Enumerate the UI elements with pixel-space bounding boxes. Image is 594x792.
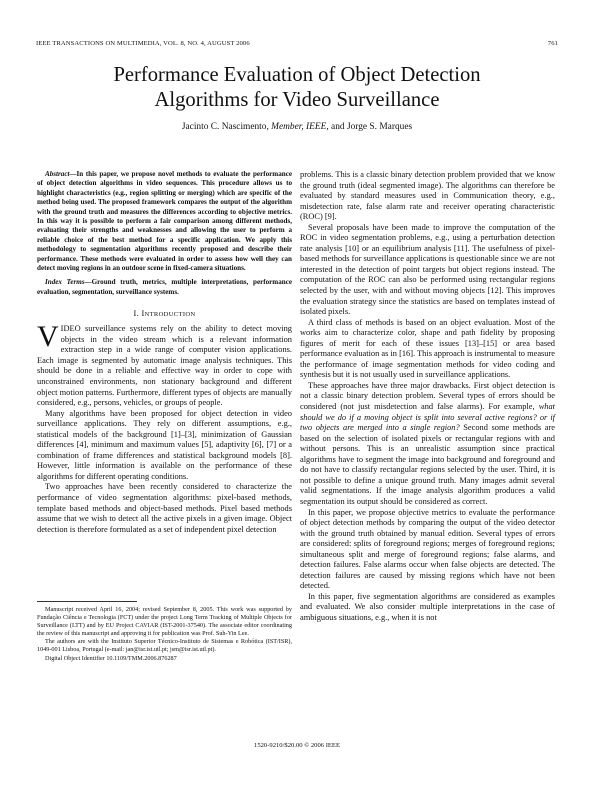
- abstract-label: Abstract—: [45, 170, 77, 178]
- footnote-doi: Digital Object Identifier 10.1109/TMM.2006.876287: [45, 654, 177, 662]
- intro-paragraph-2: Many algorithms have been proposed for object detection in video surveillance applications. They rely on different assumptions, e.g., statistical models of the background [1]–[3], minimization of Gaussian differences [4], minimum and maximum values [5], adaptivity [6], [7] or a combination of frame differences and statistical background models [8]. However, little information is available on the performance of these algorithms for different operating conditions.: [37, 408, 292, 481]
- author-line: [36, 122, 558, 132]
- author-1-role: Member, IEEE,: [271, 122, 329, 132]
- body-paragraph-3: A third class of methods is based on an object evaluation. Most of the works aim to characterize color, shape and path fidelity by proposing figures of merit for each of these issues [13]–[15] or area based performance evaluation as in [16]. This approach is instrumental to measure the performance of image segmentation methods for video coding and synthesis but it is not usually used in surveillance applications.: [300, 317, 555, 380]
- intro-paragraph-1-text: IDEO surveillance systems rely on the ability to detect moving objects in the video stream which is a relevant information extraction step in a wide range of computer vision applications. Each image is segmented by automatic image analysis techniques. This should be done in a reliable and effective way in order to cope with unconstrained environments, non stationary background and different object motion patterns. Furthermore, different types of objects are manually considered, e.g., persons, vehicles, or groups of people.: [37, 324, 292, 408]
- title-line-2: Algorithms for Video Surveillance: [154, 89, 440, 111]
- body-paragraph-2: Several proposals have been made to improve the computation of the ROC in video segmentation problems, e.g., using a perturbation detection rate analysis [10] or an equilibrium analysis [11]. The usefulness of pixel-based methods for surveillance applications is questionable since we are not interested in the detection of point targets but object regions instead. The computation of the ROC can also be performed using rectangular regions selected by the user, with and without moving objects [12]. This improves the evaluation strategy since the statistics are based on templates instead of isolated pixels.: [300, 222, 555, 317]
- section-first-letter: I: [141, 309, 145, 319]
- body-paragraph-1: problems. This is a classic binary detection problem provided that we know the ground truth (ideal segmented image). The algorithms can therefore be evaluated by standard measures used in Communication theory, e.g., misdetection rate, false alarm rate and receiver operating characteristic (ROC) [9].: [300, 170, 555, 222]
- footnote-manuscript: Manuscript received April 16, 2004; revised September 8, 2005. This work was supported by Fundação Ciência e Tecnologia (FCT) under the project Long Term Tracking of Multiple Objects for Surveillance (LTT) and by EU Project CAVIAR (IST-2001-37540). The associate editor coordinating the review of this manuscript and approving it for publication was Prof. Suh-Yin Lee.: [37, 606, 292, 638]
- intro-paragraph-1: [37, 320, 292, 408]
- body-paragraph-5: In this paper, we propose objective metrics to evaluate the performance of object detection methods by comparing the output of the video detector with the ground truth obtained by manual edition. Several types of errors are considered: splits of foreground regions; merges of foreground regions; simultaneous split and merge of foreground regions; false alarms, and detection failures. False alarms occur when false objects are detected. The detection failures are caused by missing regions which have not been detected.: [300, 507, 555, 591]
- drop-cap: V: [37, 320, 59, 354]
- body-paragraph-6: In this paper, five segmentation algorithms are considered as examples and evaluated. We also consider multiple interpretations in the case of ambiguous situations, e.g., when it is not: [300, 591, 555, 622]
- author-conjunction: and: [331, 122, 345, 132]
- section-heading-introduction: [37, 309, 292, 318]
- index-terms-text: Ground truth, metrics, multiple interpretations, performance evaluation, segmentation, surveillance systems.: [37, 278, 292, 296]
- body-paragraph-4-italic: what should we do if a moving object is split into several active regions? or if two objects are merged into a single region?: [300, 402, 555, 433]
- section-number: I.: [133, 309, 140, 319]
- right-column: [300, 170, 555, 624]
- footnote-affiliation: The authors are with the Instituto Superior Técnico-Instituto de Sistemas e Robótica (IST/ISR), 1049-001 Lisboa, Portugal (e-mail: jan@isr.ist.utl.pt; jsm@isr.ist.utl.pt).: [37, 638, 292, 654]
- author-2: Jorge S. Marques: [346, 122, 413, 132]
- index-terms-label: Index Terms—: [45, 278, 92, 287]
- abstract: [37, 170, 292, 273]
- left-column: [37, 170, 292, 535]
- body-paragraph-4-b: Second some methods are based on the selection of isolated pixels or rectangular regions with and without persons. This is an unrealistic assumption since practical algorithms have to segment the image into background and foreground and do not have to classify rectangular regions selected by the user. Third, it is not possible to define a unique ground truth. Many images admit several valid segmentations. If the image analysis algorithm produces a valid segmentation its output should be considered as correct.: [300, 423, 555, 506]
- copyright-footer: 1520-9210/$20.00 © 2006 IEEE: [254, 742, 340, 749]
- paper-title: [36, 63, 558, 113]
- body-paragraph-4: [300, 381, 555, 508]
- index-terms: [37, 278, 292, 297]
- title-line-1: Performance Evaluation of Object Detection: [113, 64, 481, 86]
- journal-citation: IEEE TRANSACTIONS ON MULTIMEDIA, VOL. 8, NO. 4, AUGUST 2006: [36, 40, 250, 47]
- intro-paragraph-3: Two approaches have been recently considered to characterize the performance of video segmentation algorithms: pixel-based methods, template based methods and object-based methods. Pixel based methods assume that we wish to detect all the active pixels in a given image. Object detection is therefore formulated as a set of independent pixel detection: [37, 482, 292, 534]
- section-title-rest: NTRODUCTION: [144, 311, 196, 319]
- author-1: Jacinto C. Nascimento,: [181, 122, 269, 132]
- running-head: [36, 40, 558, 47]
- page-number: 761: [547, 40, 558, 47]
- body-paragraph-4-a: These approaches have three major drawbacks. First object detection is not a classic binary detection problem. Several types of errors should be considered (not just misdetection and false alarms). For example,: [300, 380, 555, 412]
- footnote-divider: [37, 601, 137, 602]
- footnote: [37, 606, 292, 663]
- abstract-text: In this paper, we propose novel methods to evaluate the performance of object detection algorithms in video sequences. This procedure allows us to highlight characteristics (e.g., region splitting or merging) which are specific of the method being used. The proposed framework compares the output of the algorithm with the ground truth and measures the differences according to objective metrics. In this way it is possible to perform a fair comparison among different methods, evaluating their strengths and weaknesses and allowing the user to perform a reliable choice of the best method for a specific application. We apply this methodology to segmentation algorithms recently proposed and describe their performance. These methods were evaluated in order to assess how well they can detect moving regions in an outdoor scene in fixed-camera situations.: [37, 170, 292, 273]
